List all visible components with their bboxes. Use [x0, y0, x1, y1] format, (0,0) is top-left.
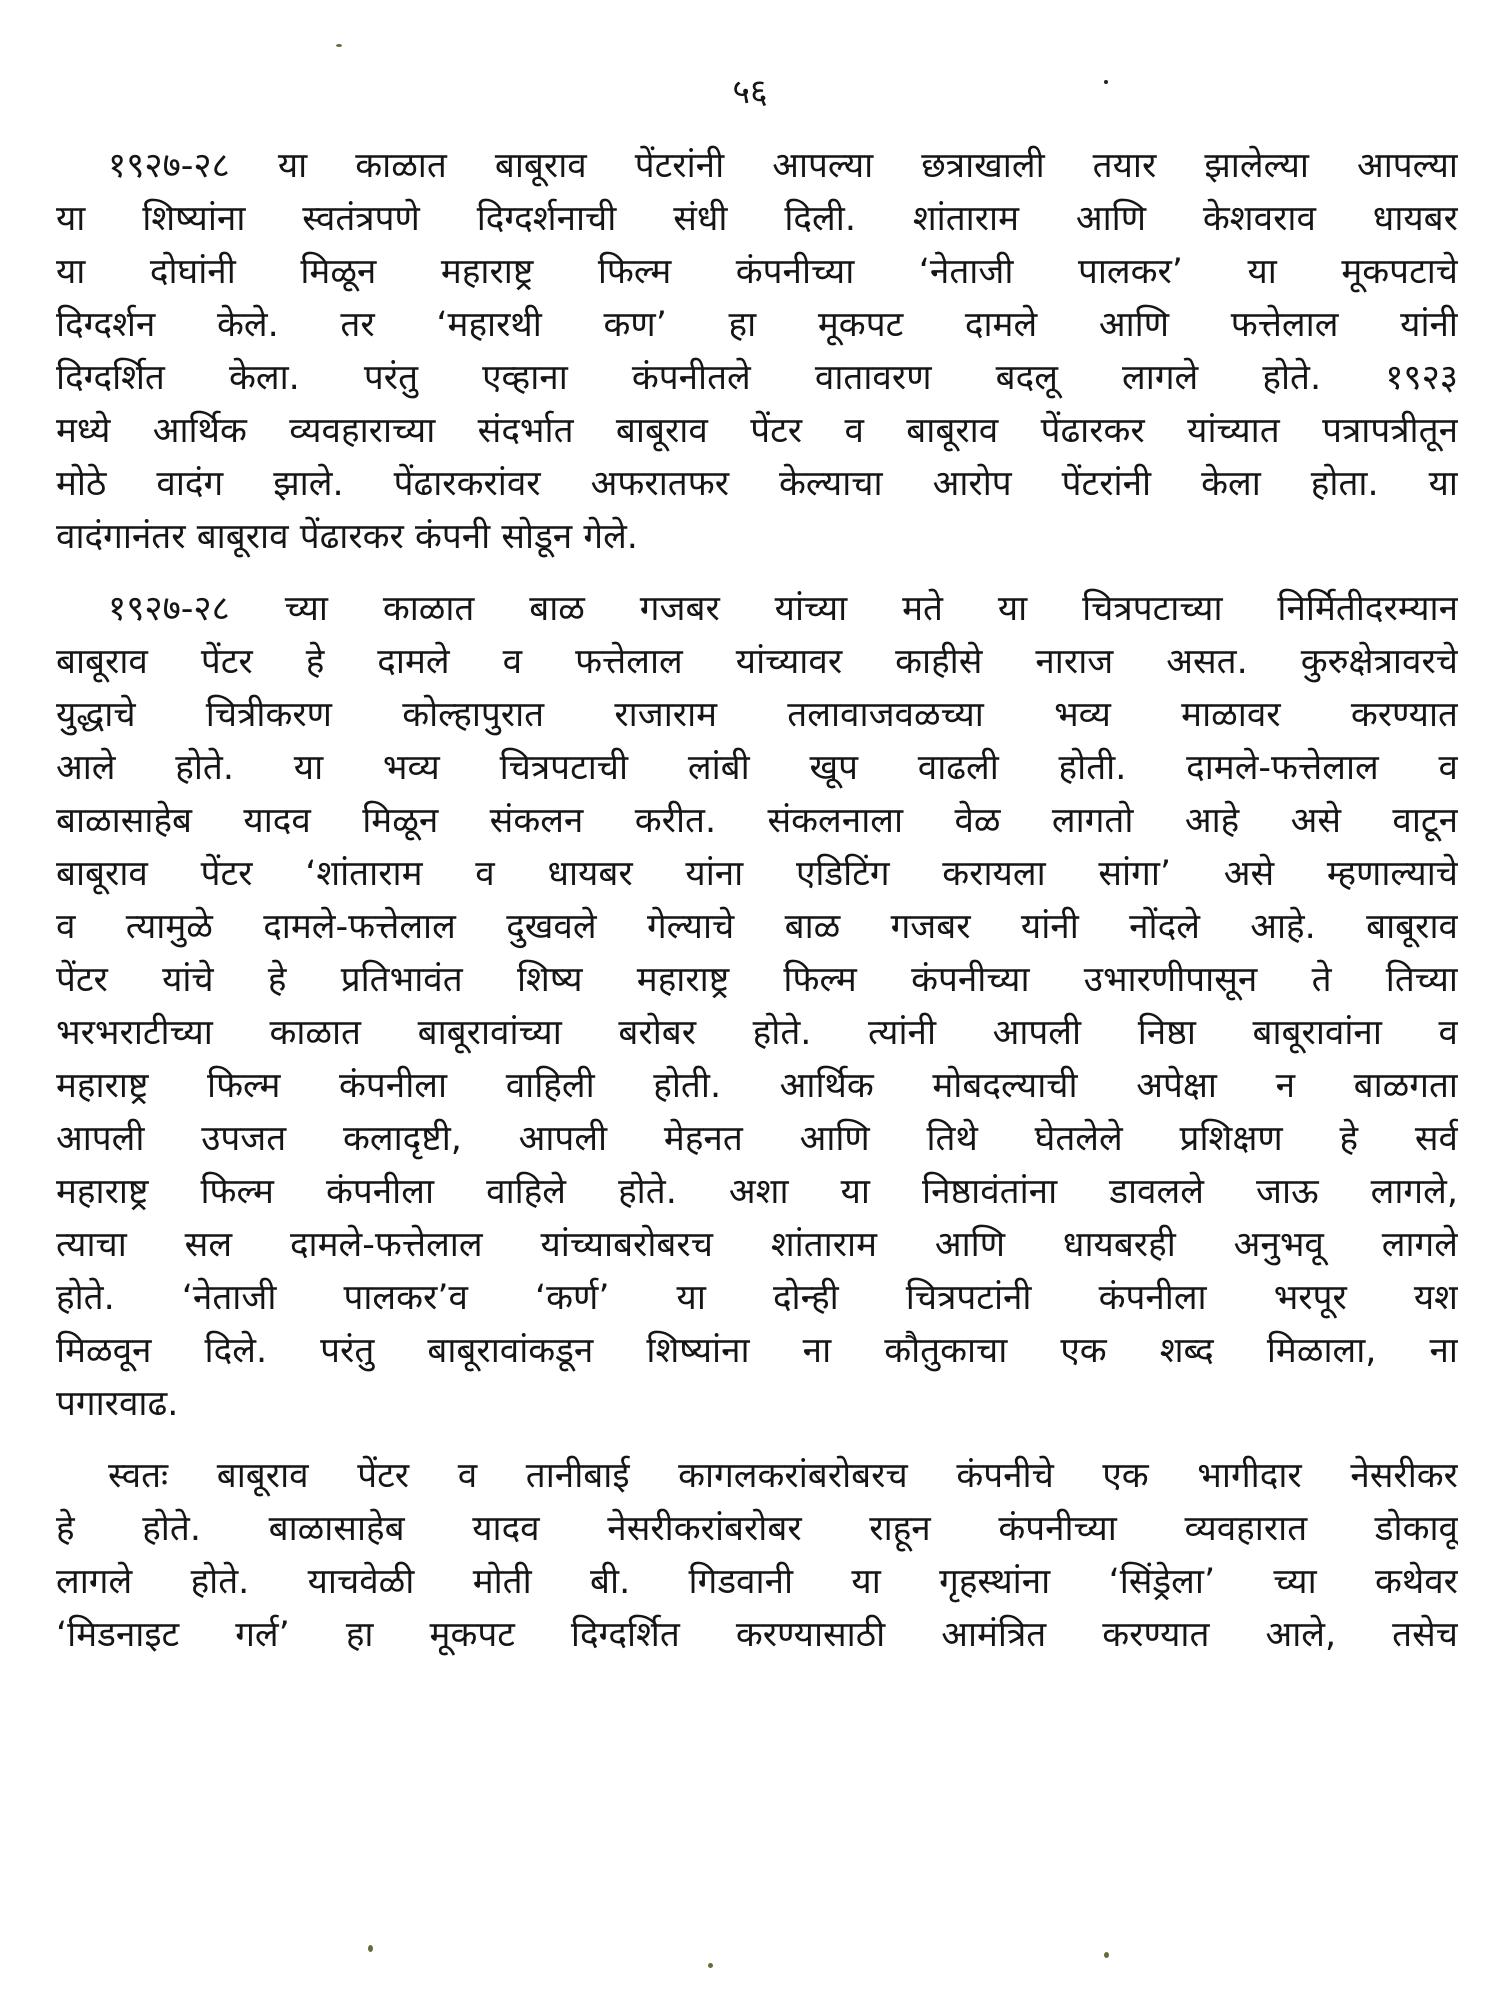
text-line: या शिष्यांना स्वतंत्रपणे दिग्दर्शनाची संधी दिली. शांताराम आणि केशवराव धायबर — [56, 199, 1458, 239]
scan-speck — [708, 1963, 713, 1968]
text-line: व त्यामुळे दामले-फत्तेलाल दुखवले गेल्याचे बाळ गजबर यांनी नोंदले आहे. बाबूराव — [56, 907, 1458, 947]
text-line: हे होते. बाळासाहेब यादव नेसरीकरांबरोबर राहून कंपनीच्या व्यवहारात डोकावू — [56, 1509, 1458, 1549]
page-number: ५६ — [732, 72, 768, 112]
text-line: त्याचा सल दामले-फत्तेलाल यांच्याबरोबरच शांताराम आणि धायबरही अनुभवू लागले — [56, 1225, 1458, 1265]
text-line: मिळवून दिले. परंतु बाबूरावांकडून शिष्यांना ना कौतुकाचा एक शब्द मिळाला, ना — [56, 1331, 1458, 1371]
text-line: बाबूराव पेंटर ‘शांताराम व धायबर यांना एडिटिंग करायला सांगा’ असे म्हणाल्याचे — [56, 854, 1458, 894]
paragraph-3 — [56, 1450, 1458, 1662]
text-line: बाबूराव पेंटर हे दामले व फत्तेलाल यांच्यावर काहीसे नाराज असत. कुरुक्षेत्रावरचे — [56, 642, 1458, 682]
scan-speck — [336, 44, 342, 47]
scan-speck — [368, 1945, 373, 1952]
paragraph-2 — [56, 583, 1458, 1431]
text-line: महाराष्ट्र फिल्म कंपनीला वाहिली होती. आर्थिक मोबदल्याची अपेक्षा न बाळगता — [56, 1066, 1458, 1106]
text-line: लागले होते. याचवेळी मोती बी. गिडवानी या गृहस्थांना ‘सिंड्रेला’ च्या कथेवर — [56, 1562, 1458, 1602]
text-line: १९२७-२८ या काळात बाबूराव पेंटरांनी आपल्या छत्राखाली तयार झालेल्या आपल्या — [108, 146, 1458, 186]
scan-speck — [1104, 80, 1108, 84]
text-line: आपली उपजत कलादृष्टी, आपली मेहनत आणि तिथे घेतलेले प्रशिक्षण हे सर्व — [56, 1119, 1458, 1159]
text-line: महाराष्ट्र फिल्म कंपनीला वाहिले होते. अशा या निष्ठावंतांना डावलले जाऊ लागले, — [56, 1172, 1458, 1212]
scan-speck — [1104, 1952, 1109, 1958]
text-line: आले होते. या भव्य चित्रपटाची लांबी खूप वाढली होती. दामले-फत्तेलाल व — [56, 748, 1458, 788]
text-line: ‘मिडनाइट गर्ल’ हा मूकपट दिग्दर्शित करण्यासाठी आमंत्रित करण्यात आले, तसेच — [56, 1615, 1458, 1655]
text-body — [56, 140, 1458, 1662]
text-line: पेंटर यांचे हे प्रतिभावंत शिष्य महाराष्ट्र फिल्म कंपनीच्या उभारणीपासून ते तिच्या — [56, 960, 1458, 1000]
text-line: बाळासाहेब यादव मिळून संकलन करीत. संकलनाला वेळ लागतो आहे असे वाटून — [56, 801, 1458, 841]
text-line: या दोघांनी मिळून महाराष्ट्र फिल्म कंपनीच्या ‘नेताजी पालकर’ या मूकपटाचे — [56, 252, 1458, 292]
text-line: दिग्दर्शित केला. परंतु एव्हाना कंपनीतले वातावरण बदलू लागले होते. १९२३ — [56, 358, 1458, 398]
text-line: मध्ये आर्थिक व्यवहाराच्या संदर्भात बाबूराव पेंटर व बाबूराव पेंढारकर यांच्यात पत्रापत्रीतून — [56, 411, 1458, 451]
text-line: दिग्दर्शन केले. तर ‘महारथी कण’ हा मूकपट दामले आणि फत्तेलाल यांनी — [56, 305, 1458, 345]
text-line: स्वतः बाबूराव पेंटर व तानीबाई कागलकरांबरोबरच कंपनीचे एक भागीदार नेसरीकर — [108, 1456, 1458, 1496]
text-line: वादंगानंतर बाबूराव पेंढारकर कंपनी सोडून गेले. — [56, 517, 638, 557]
text-line: भरभराटीच्या काळात बाबूरावांच्या बरोबर होते. त्यांनी आपली निष्ठा बाबूरावांना व — [56, 1013, 1458, 1053]
text-line: मोठे वादंग झाले. पेंढारकरांवर अफरातफर केल्याचा आरोप पेंटरांनी केला होता. या — [56, 464, 1458, 504]
text-line: १९२७-२८ च्या काळात बाळ गजबर यांच्या मते या चित्रपटाच्या निर्मितीदरम्यान — [108, 589, 1458, 629]
text-line: होते. ‘नेताजी पालकर’व ‘कर्ण’ या दोन्ही चित्रपटांनी कंपनीला भरपूर यश — [56, 1278, 1458, 1318]
text-line: युद्धाचे चित्रीकरण कोल्हापुरात राजाराम तलावाजवळच्या भव्य माळावर करण्यात — [56, 695, 1458, 735]
paragraph-1 — [56, 140, 1458, 564]
text-line: पगारवाढ. — [56, 1384, 179, 1424]
